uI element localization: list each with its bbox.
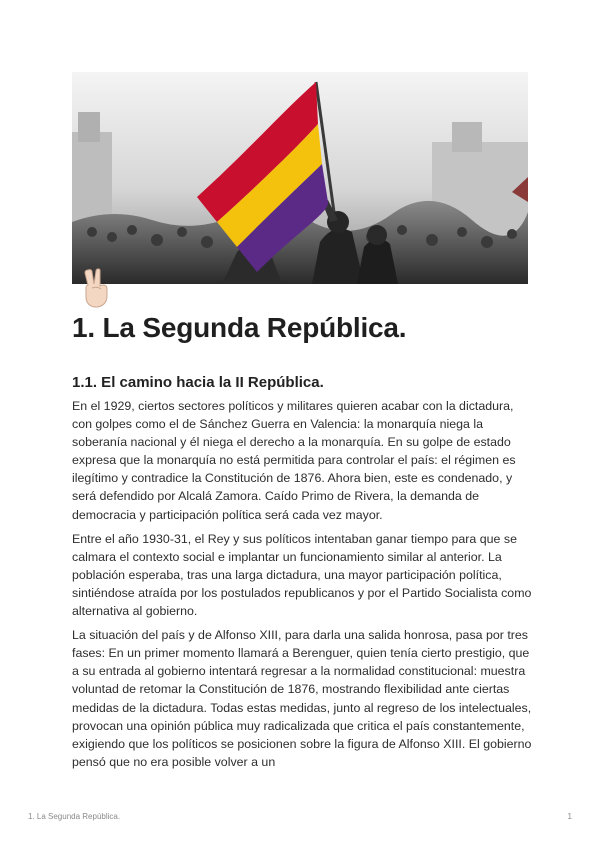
republican-flag-photo xyxy=(72,72,528,284)
section-heading: 1.1. El camino hacia la II República. xyxy=(72,374,324,391)
paragraph: Entre el año 1930-31, el Rey y sus políticos intentaban ganar tiempo para que se calmara el contexto social e implantar un funcionamiento similar al anterior. La población esperaba, tras una larga dictadura, una mayor participación política, sintiéndose atraída por los postulados republicanos y por el Partido Socialista como alternativa al gobierno. xyxy=(72,531,532,619)
page-title: 1. La Segunda República. xyxy=(72,312,407,343)
paragraph: En el 1929, ciertos sectores políticos y militares quieren acabar con la dictadura, con golpes como el de Sánchez Guerra en Valencia: la monarquía niega la soberanía nacional y él niega el derecho a la monarquía. En su golpe de estado expresa que la monarquía no está permitida para controlar el país: el régimen es ilegítimo y contradice la Constitución de 1876. Ahora bien, este es condenado, y será defendido por Alcalá Zamora. Caído Primo de Rivera, la demanda de democracia y participación política será cada vez mayor. xyxy=(72,399,516,522)
victory-hand-icon xyxy=(79,266,113,308)
cover-image xyxy=(72,72,528,284)
page-number: 1 xyxy=(567,812,572,821)
paragraph: La situación del país y de Alfonso XIII, para darla una salida honrosa, pasa por tres fases: En un primer momento llamará a Berenguer, quien tenía cierto prestigio, que a su entrada al gobierno intentará regresar a la normalidad constitucional: muestra voluntad de retomar la Constitución de 1876, mostrando flexibilidad ante ciertas medidas de la dictadura. Todas estas medidas, junto al regreso de los intelectuales, provocan una opinión pública muy radicalizada que critica el país constantemente, exigiendo que los políticos se posicionen sobre la figura de Alfonso XIII. El gobierno pensó que no era posible volver a un xyxy=(72,628,532,769)
body-text xyxy=(72,397,534,771)
footer-doc-title: 1. La Segunda República. xyxy=(28,812,121,821)
